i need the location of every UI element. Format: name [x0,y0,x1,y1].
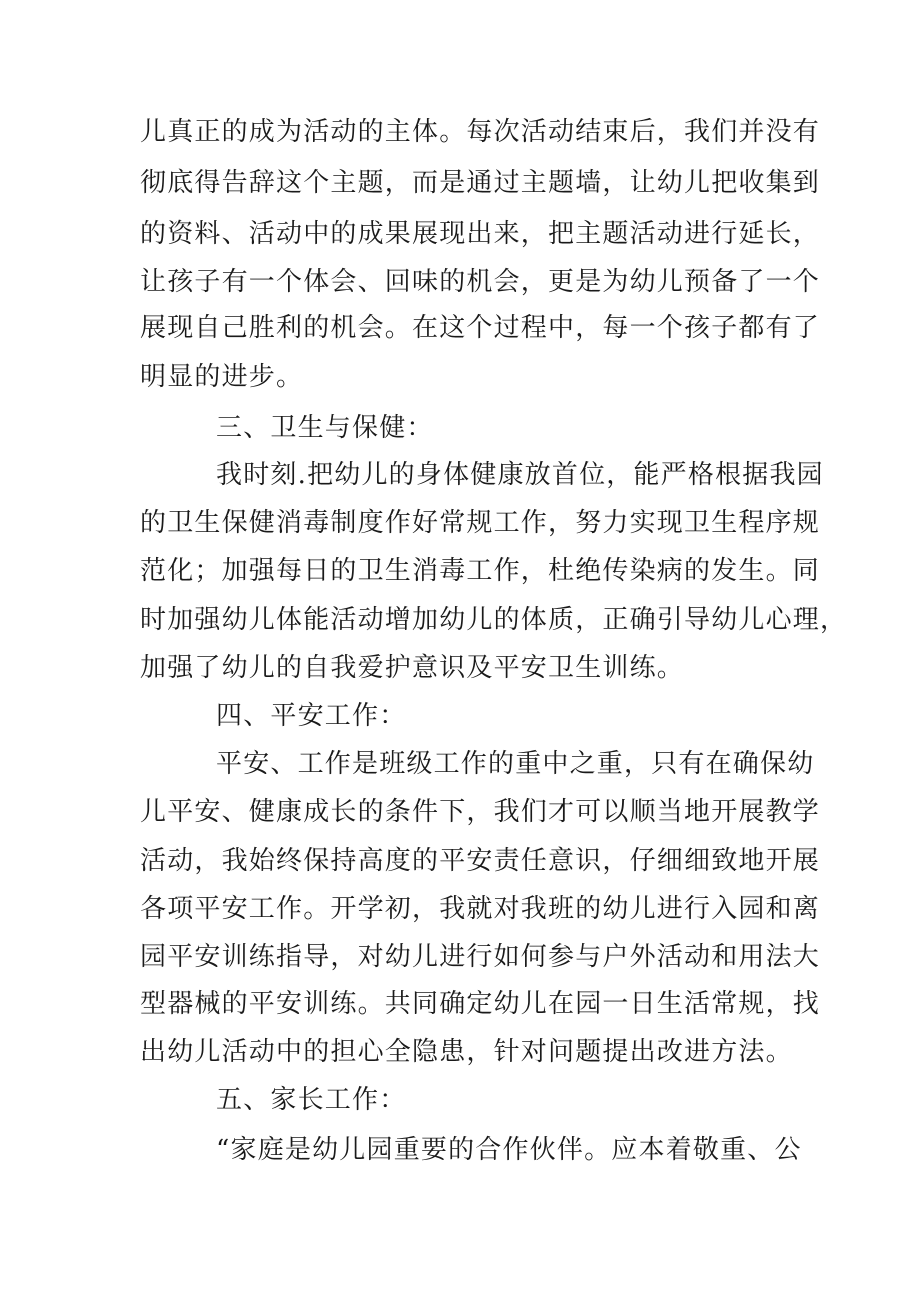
paragraph-line: 儿真正的成为活动的主体。每次活动结束后，我们并没有 [140,117,821,147]
paragraph-line: 让孩子有一个体会、回味的机会，更是为幼儿预备了一个 [140,267,821,297]
paragraph-line: 型器械的平安训练。共同确定幼儿在园一日生活常规，找 [140,989,821,1019]
paragraph-line: 的卫生保健消毒制度作好常规工作，努力实现卫生程序规 [140,508,821,538]
paragraph-line: 彻底得告辞这个主题，而是通过主题墙，让幼儿把收集到 [140,168,821,198]
paragraph-line: 各项平安工作。开学初，我就对我班的幼儿进行入园和离 [140,894,821,924]
paragraph-line: 儿平安、健康成长的条件下，我们才可以顺当地开展教学 [140,797,821,827]
paragraph-line: 明显的进步。 [140,362,304,392]
section-heading: 四、平安工作： [216,701,407,731]
section-heading: 三、卫生与保健： [216,413,434,443]
paragraph-line: 范化；加强每日的卫生消毒工作，杜绝传染病的发生。同 [140,556,821,586]
paragraph-line: 加强了幼儿的自我爱护意识及平安卫生训练。 [140,653,685,683]
paragraph-line: “家庭是幼儿园重要的合作伙伴。应本着敬重、公 [216,1135,802,1165]
paragraph-line: 活动，我始终保持高度的平安责任意识，仔细细致地开展 [140,846,821,876]
paragraph-line: 展现自己胜利的机会。在这个过程中，每一个孩子都有了 [140,313,821,343]
paragraph-line: 时加强幼儿体能活动增加幼儿的体质，正确引导幼儿心理， [140,605,848,635]
paragraph-line: 我时刻.把幼儿的身体健康放首位，能严格根据我园 [216,460,824,490]
section-heading: 五、家长工作： [216,1085,407,1115]
paragraph-line: 出幼儿活动中的担心全隐患，针对问题提出改进方法。 [140,1037,793,1067]
paragraph-line: 的资料、活动中的成果展现出来，把主题活动进行延长， [140,219,821,249]
paragraph-line: 园平安训练指导，对幼儿进行如何参与户外活动和用法大 [140,942,821,972]
paragraph-line: 平安、工作是班级工作的重中之重，只有在确保幼 [216,749,815,779]
